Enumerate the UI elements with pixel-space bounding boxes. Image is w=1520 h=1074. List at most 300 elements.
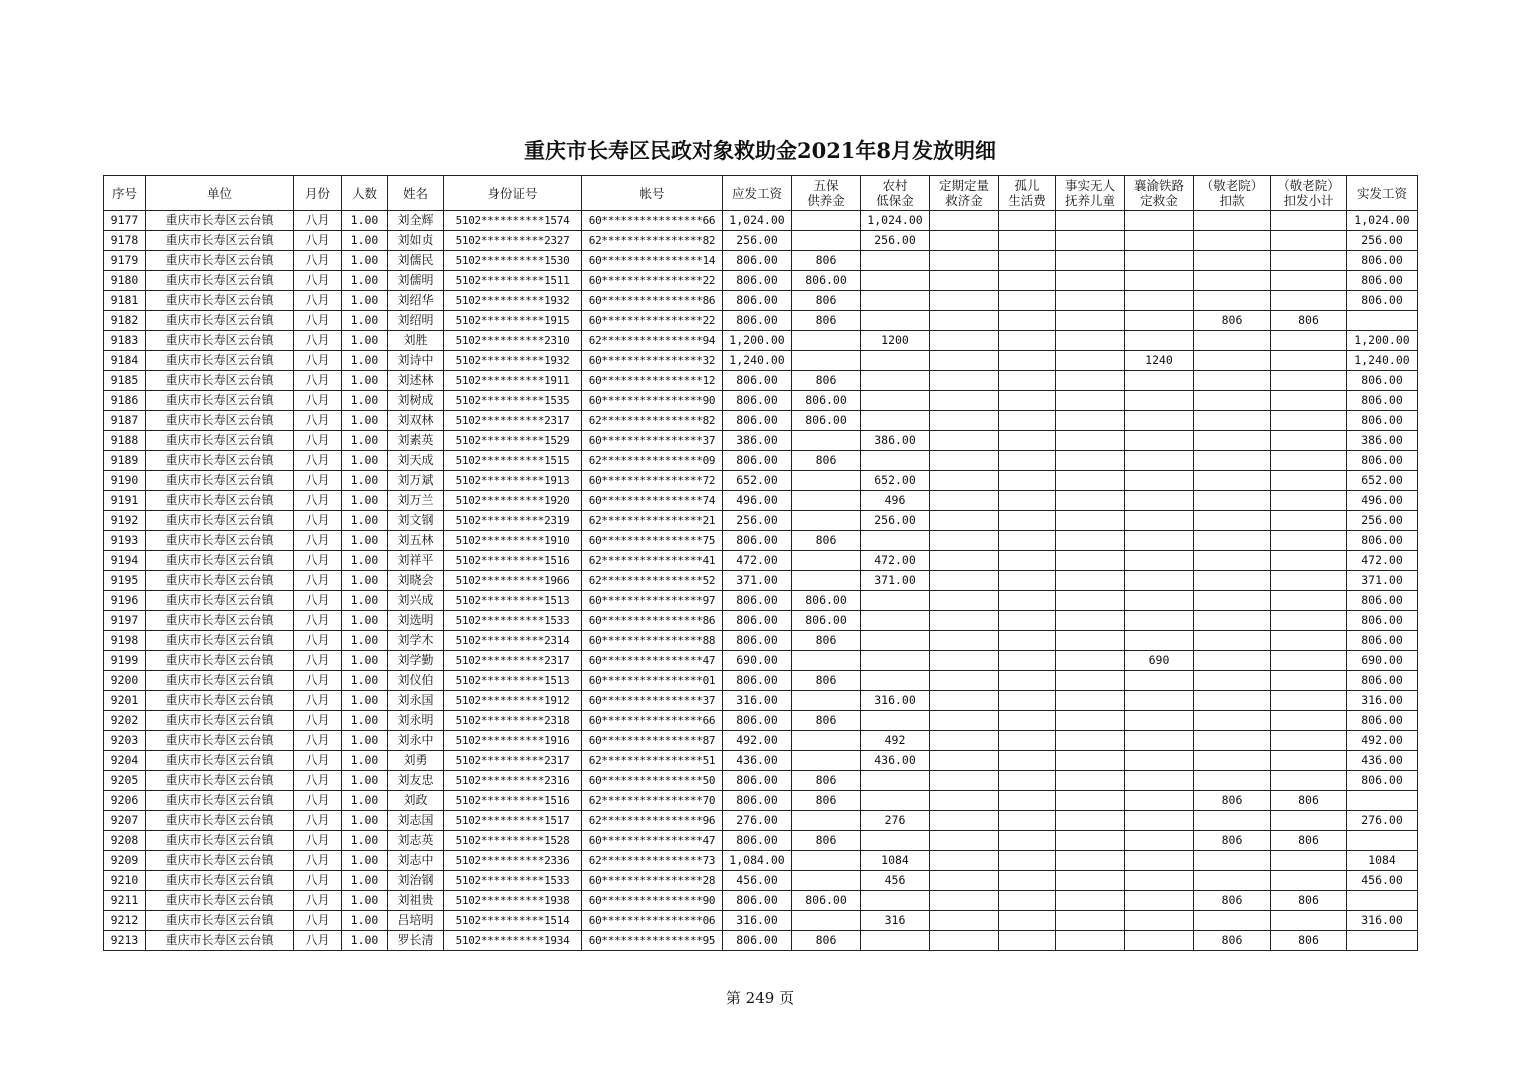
table-cell bbox=[1194, 591, 1271, 611]
table-cell bbox=[1125, 571, 1194, 591]
table-cell bbox=[999, 691, 1056, 711]
table-cell: 9191 bbox=[104, 491, 146, 511]
table-row bbox=[104, 891, 1418, 911]
table-cell: 1.00 bbox=[342, 671, 388, 691]
table-cell bbox=[1194, 871, 1271, 891]
table-cell: 60****************74 bbox=[582, 491, 723, 511]
table-cell: 386.00 bbox=[861, 431, 930, 451]
table-cell: 9194 bbox=[104, 551, 146, 571]
table-cell: 重庆市长寿区云台镇 bbox=[146, 711, 294, 731]
table-cell: 806 bbox=[792, 631, 861, 651]
table-cell: 806 bbox=[792, 451, 861, 471]
table-row bbox=[104, 931, 1418, 951]
table-cell bbox=[999, 531, 1056, 551]
table-cell: 八月 bbox=[294, 771, 342, 791]
table-cell bbox=[930, 271, 999, 291]
table-cell: 1.00 bbox=[342, 531, 388, 551]
table-cell: 八月 bbox=[294, 491, 342, 511]
table-cell: 1,024.00 bbox=[723, 211, 792, 231]
table-cell: 1,200.00 bbox=[1347, 331, 1418, 351]
table-cell bbox=[792, 731, 861, 751]
table-cell: 5102**********1516 bbox=[444, 791, 582, 811]
table-cell: 9202 bbox=[104, 711, 146, 731]
table-cell: 9205 bbox=[104, 771, 146, 791]
table-cell: 重庆市长寿区云台镇 bbox=[146, 631, 294, 651]
table-cell: 652.00 bbox=[1347, 471, 1418, 491]
table-cell bbox=[1271, 711, 1347, 731]
table-cell: 5102**********1920 bbox=[444, 491, 582, 511]
table-cell bbox=[1125, 851, 1194, 871]
table-row bbox=[104, 331, 1418, 351]
table-cell bbox=[930, 531, 999, 551]
table-cell bbox=[999, 351, 1056, 371]
table-row bbox=[104, 431, 1418, 451]
relief-payment-table bbox=[103, 175, 1418, 951]
table-cell bbox=[930, 851, 999, 871]
table-cell: 806.00 bbox=[723, 291, 792, 311]
column-header: （敬老院） 扣款 bbox=[1194, 176, 1271, 211]
table-cell: 1.00 bbox=[342, 731, 388, 751]
table-cell: 316.00 bbox=[1347, 911, 1418, 931]
table-cell: 刘树成 bbox=[388, 391, 444, 411]
table-cell: 八月 bbox=[294, 891, 342, 911]
table-cell bbox=[999, 251, 1056, 271]
table-cell bbox=[1194, 231, 1271, 251]
table-row bbox=[104, 211, 1418, 231]
table-cell: 806.00 bbox=[1347, 671, 1418, 691]
table-cell bbox=[999, 591, 1056, 611]
table-cell: 1.00 bbox=[342, 751, 388, 771]
table-cell: 60****************86 bbox=[582, 611, 723, 631]
table-cell: 496.00 bbox=[1347, 491, 1418, 511]
table-row bbox=[104, 351, 1418, 371]
table-cell bbox=[861, 291, 930, 311]
table-cell: 刘志国 bbox=[388, 811, 444, 831]
table-cell bbox=[930, 831, 999, 851]
table-cell bbox=[1271, 851, 1347, 871]
table-cell: 1.00 bbox=[342, 631, 388, 651]
table-cell: 重庆市长寿区云台镇 bbox=[146, 911, 294, 931]
table-cell bbox=[999, 731, 1056, 751]
table-cell bbox=[1125, 831, 1194, 851]
table-cell bbox=[1271, 391, 1347, 411]
table-cell bbox=[792, 851, 861, 871]
table-cell bbox=[1271, 371, 1347, 391]
table-cell bbox=[1271, 491, 1347, 511]
table-cell: 9179 bbox=[104, 251, 146, 271]
table-cell bbox=[930, 691, 999, 711]
table-cell: 5102**********1913 bbox=[444, 471, 582, 491]
table-cell bbox=[999, 631, 1056, 651]
table-cell bbox=[1056, 631, 1125, 651]
table-cell: 9197 bbox=[104, 611, 146, 631]
table-row bbox=[104, 691, 1418, 711]
table-cell bbox=[999, 791, 1056, 811]
table-cell: 256.00 bbox=[1347, 231, 1418, 251]
table-cell bbox=[1056, 491, 1125, 511]
table-cell: 806.00 bbox=[723, 711, 792, 731]
table-cell: 472.00 bbox=[1347, 551, 1418, 571]
table-cell bbox=[999, 411, 1056, 431]
table-cell bbox=[1271, 811, 1347, 831]
table-cell: 62****************52 bbox=[582, 571, 723, 591]
table-cell bbox=[930, 751, 999, 771]
table-cell bbox=[1271, 591, 1347, 611]
table-cell bbox=[1056, 691, 1125, 711]
table-cell: 436.00 bbox=[861, 751, 930, 771]
table-cell: 1.00 bbox=[342, 651, 388, 671]
table-cell: 刘绍明 bbox=[388, 311, 444, 331]
table-cell bbox=[792, 511, 861, 531]
table-cell: 重庆市长寿区云台镇 bbox=[146, 211, 294, 231]
table-cell bbox=[999, 711, 1056, 731]
table-cell: 1.00 bbox=[342, 351, 388, 371]
table-cell bbox=[930, 651, 999, 671]
table-cell bbox=[1271, 651, 1347, 671]
column-header: 孤儿 生活费 bbox=[999, 176, 1056, 211]
table-cell: 9207 bbox=[104, 811, 146, 831]
table-cell bbox=[1056, 851, 1125, 871]
table-cell: 806.00 bbox=[792, 391, 861, 411]
table-cell bbox=[999, 391, 1056, 411]
table-cell bbox=[1056, 671, 1125, 691]
table-cell bbox=[999, 371, 1056, 391]
table-cell: 刘志英 bbox=[388, 831, 444, 851]
table-cell: 9200 bbox=[104, 671, 146, 691]
table-cell bbox=[792, 911, 861, 931]
table-row bbox=[104, 451, 1418, 471]
table-cell: 八月 bbox=[294, 511, 342, 531]
table-cell: 1,024.00 bbox=[861, 211, 930, 231]
table-cell: 重庆市长寿区云台镇 bbox=[146, 811, 294, 831]
table-cell: 5102**********1529 bbox=[444, 431, 582, 451]
table-cell bbox=[1271, 471, 1347, 491]
table-cell: 5102**********1528 bbox=[444, 831, 582, 851]
table-cell: 9183 bbox=[104, 331, 146, 351]
table-cell bbox=[999, 431, 1056, 451]
table-cell: 重庆市长寿区云台镇 bbox=[146, 511, 294, 531]
table-cell bbox=[930, 331, 999, 351]
table-cell: 八月 bbox=[294, 551, 342, 571]
table-cell bbox=[1125, 911, 1194, 931]
table-cell bbox=[1125, 471, 1194, 491]
table-cell bbox=[1056, 291, 1125, 311]
table-cell bbox=[1125, 271, 1194, 291]
table-cell: 重庆市长寿区云台镇 bbox=[146, 291, 294, 311]
table-cell bbox=[930, 431, 999, 451]
table-cell bbox=[1056, 231, 1125, 251]
table-cell bbox=[1056, 351, 1125, 371]
table-cell: 806 bbox=[792, 791, 861, 811]
table-cell: 62****************09 bbox=[582, 451, 723, 471]
table-cell: 重庆市长寿区云台镇 bbox=[146, 431, 294, 451]
table-row bbox=[104, 411, 1418, 431]
table-cell: 5102**********1535 bbox=[444, 391, 582, 411]
table-cell: 刘永明 bbox=[388, 711, 444, 731]
table-cell bbox=[930, 491, 999, 511]
table-cell: 重庆市长寿区云台镇 bbox=[146, 931, 294, 951]
table-cell bbox=[1056, 271, 1125, 291]
table-cell bbox=[1271, 911, 1347, 931]
table-cell: 9188 bbox=[104, 431, 146, 451]
table-cell: 重庆市长寿区云台镇 bbox=[146, 791, 294, 811]
table-cell bbox=[1125, 931, 1194, 951]
table-cell: 9178 bbox=[104, 231, 146, 251]
table-cell: 刘晓会 bbox=[388, 571, 444, 591]
table-cell bbox=[861, 931, 930, 951]
table-cell: 62****************41 bbox=[582, 551, 723, 571]
table-row bbox=[104, 471, 1418, 491]
table-cell bbox=[792, 751, 861, 771]
table-cell: 456 bbox=[861, 871, 930, 891]
table-cell: 806.00 bbox=[1347, 631, 1418, 651]
table-cell: 重庆市长寿区云台镇 bbox=[146, 831, 294, 851]
table-cell: 806 bbox=[1271, 931, 1347, 951]
table-cell: 1.00 bbox=[342, 871, 388, 891]
table-cell: 重庆市长寿区云台镇 bbox=[146, 751, 294, 771]
table-row bbox=[104, 791, 1418, 811]
table-cell bbox=[1125, 711, 1194, 731]
table-cell: 9193 bbox=[104, 531, 146, 551]
table-cell bbox=[1125, 611, 1194, 631]
table-cell bbox=[1347, 311, 1418, 331]
table-cell: 1.00 bbox=[342, 711, 388, 731]
table-cell: 9190 bbox=[104, 471, 146, 491]
table-cell bbox=[1194, 811, 1271, 831]
table-cell bbox=[861, 251, 930, 271]
table-cell: 5102**********1932 bbox=[444, 351, 582, 371]
table-row bbox=[104, 491, 1418, 511]
table-cell bbox=[1125, 791, 1194, 811]
table-cell: 371.00 bbox=[723, 571, 792, 591]
table-cell bbox=[930, 471, 999, 491]
table-cell: 重庆市长寿区云台镇 bbox=[146, 571, 294, 591]
table-cell: 690 bbox=[1125, 651, 1194, 671]
table-cell: 806.00 bbox=[792, 611, 861, 631]
table-cell: 806 bbox=[1194, 891, 1271, 911]
table-cell: 5102**********2327 bbox=[444, 231, 582, 251]
table-cell bbox=[1194, 711, 1271, 731]
table-cell: 1.00 bbox=[342, 551, 388, 571]
table-cell: 60****************72 bbox=[582, 471, 723, 491]
table-cell: 806.00 bbox=[1347, 771, 1418, 791]
table-cell: 456.00 bbox=[723, 871, 792, 891]
table-cell: 60****************50 bbox=[582, 771, 723, 791]
table-cell: 1240 bbox=[1125, 351, 1194, 371]
column-header: （敬老院） 扣发小计 bbox=[1271, 176, 1347, 211]
table-cell bbox=[1347, 831, 1418, 851]
table-cell: 60****************47 bbox=[582, 651, 723, 671]
table-cell: 60****************47 bbox=[582, 831, 723, 851]
table-cell: 重庆市长寿区云台镇 bbox=[146, 731, 294, 751]
table-cell: 436.00 bbox=[1347, 751, 1418, 771]
table-cell: 1.00 bbox=[342, 611, 388, 631]
table-cell bbox=[1194, 671, 1271, 691]
table-cell: 60****************37 bbox=[582, 431, 723, 451]
table-cell: 472.00 bbox=[861, 551, 930, 571]
table-cell bbox=[999, 271, 1056, 291]
table-cell bbox=[999, 231, 1056, 251]
table-cell: 9181 bbox=[104, 291, 146, 311]
table-cell bbox=[1194, 371, 1271, 391]
table-cell: 5102**********2316 bbox=[444, 771, 582, 791]
table-cell bbox=[1271, 411, 1347, 431]
table-cell: 1.00 bbox=[342, 311, 388, 331]
table-cell bbox=[1271, 351, 1347, 371]
table-cell: 5102**********2310 bbox=[444, 331, 582, 351]
table-cell: 刘祥平 bbox=[388, 551, 444, 571]
table-row bbox=[104, 391, 1418, 411]
table-cell: 62****************21 bbox=[582, 511, 723, 531]
table-cell: 62****************82 bbox=[582, 231, 723, 251]
table-cell: 八月 bbox=[294, 371, 342, 391]
table-cell: 62****************70 bbox=[582, 791, 723, 811]
table-cell bbox=[999, 911, 1056, 931]
table-cell: 八月 bbox=[294, 851, 342, 871]
table-cell bbox=[930, 591, 999, 611]
table-cell: 八月 bbox=[294, 311, 342, 331]
table-cell: 806.00 bbox=[723, 371, 792, 391]
table-cell: 刘志中 bbox=[388, 851, 444, 871]
table-cell: 1.00 bbox=[342, 511, 388, 531]
table-cell bbox=[861, 591, 930, 611]
table-cell: 八月 bbox=[294, 651, 342, 671]
table-cell: 八月 bbox=[294, 351, 342, 371]
table-cell bbox=[1271, 511, 1347, 531]
table-cell: 9211 bbox=[104, 891, 146, 911]
table-cell: 5102**********1912 bbox=[444, 691, 582, 711]
table-row bbox=[104, 591, 1418, 611]
table-cell bbox=[1056, 911, 1125, 931]
column-header: 序号 bbox=[104, 176, 146, 211]
table-row bbox=[104, 671, 1418, 691]
table-cell: 9209 bbox=[104, 851, 146, 871]
table-cell bbox=[1125, 591, 1194, 611]
table-cell: 1.00 bbox=[342, 891, 388, 911]
table-cell: 重庆市长寿区云台镇 bbox=[146, 391, 294, 411]
table-cell bbox=[1271, 691, 1347, 711]
table-cell: 八月 bbox=[294, 331, 342, 351]
table-cell: 60****************12 bbox=[582, 371, 723, 391]
table-cell: 806.00 bbox=[792, 271, 861, 291]
table-cell: 八月 bbox=[294, 291, 342, 311]
table-cell bbox=[999, 471, 1056, 491]
table-cell: 806 bbox=[1194, 791, 1271, 811]
table-cell bbox=[1056, 891, 1125, 911]
table-cell bbox=[861, 651, 930, 671]
table-cell: 刘儒明 bbox=[388, 271, 444, 291]
table-cell bbox=[1125, 771, 1194, 791]
table-cell: 刘全辉 bbox=[388, 211, 444, 231]
table-cell: 806.00 bbox=[723, 791, 792, 811]
table-cell: 1.00 bbox=[342, 231, 388, 251]
table-cell: 9201 bbox=[104, 691, 146, 711]
table-cell: 60****************97 bbox=[582, 591, 723, 611]
table-cell bbox=[1194, 631, 1271, 651]
table-cell: 1.00 bbox=[342, 791, 388, 811]
table-cell: 806 bbox=[792, 831, 861, 851]
table-cell bbox=[999, 511, 1056, 531]
table-cell: 5102**********2319 bbox=[444, 511, 582, 531]
table-cell bbox=[1271, 451, 1347, 471]
table-cell: 1,240.00 bbox=[1347, 351, 1418, 371]
table-cell bbox=[1125, 391, 1194, 411]
table-cell: 八月 bbox=[294, 611, 342, 631]
table-cell: 刘政 bbox=[388, 791, 444, 811]
table-cell: 刘祖贵 bbox=[388, 891, 444, 911]
table-cell: 5102**********1916 bbox=[444, 731, 582, 751]
table-cell: 刘学木 bbox=[388, 631, 444, 651]
table-cell: 1,024.00 bbox=[1347, 211, 1418, 231]
table-row bbox=[104, 731, 1418, 751]
table-row bbox=[104, 271, 1418, 291]
table-cell bbox=[1347, 931, 1418, 951]
table-cell bbox=[1194, 251, 1271, 271]
table-cell: 重庆市长寿区云台镇 bbox=[146, 591, 294, 611]
table-cell: 386.00 bbox=[1347, 431, 1418, 451]
table-cell: 1.00 bbox=[342, 491, 388, 511]
table-cell: 9195 bbox=[104, 571, 146, 591]
table-cell: 806.00 bbox=[1347, 271, 1418, 291]
table-cell: 9180 bbox=[104, 271, 146, 291]
table-cell: 八月 bbox=[294, 231, 342, 251]
table-cell bbox=[1271, 611, 1347, 631]
table-cell: 62****************94 bbox=[582, 331, 723, 351]
table-cell bbox=[1125, 331, 1194, 351]
table-cell: 1.00 bbox=[342, 411, 388, 431]
table-cell bbox=[792, 811, 861, 831]
table-cell: 1.00 bbox=[342, 831, 388, 851]
table-cell: 1.00 bbox=[342, 931, 388, 951]
table-cell: 重庆市长寿区云台镇 bbox=[146, 231, 294, 251]
table-cell: 806.00 bbox=[1347, 451, 1418, 471]
table-cell: 9177 bbox=[104, 211, 146, 231]
table-cell: 八月 bbox=[294, 391, 342, 411]
table-cell: 5102**********1911 bbox=[444, 371, 582, 391]
table-cell: 刘勇 bbox=[388, 751, 444, 771]
table-cell: 276.00 bbox=[1347, 811, 1418, 831]
table-cell bbox=[861, 451, 930, 471]
table-cell: 刘诗中 bbox=[388, 351, 444, 371]
table-cell: 806 bbox=[792, 771, 861, 791]
table-cell bbox=[1194, 531, 1271, 551]
table-cell: 60****************90 bbox=[582, 891, 723, 911]
table-cell: 5102**********1533 bbox=[444, 611, 582, 631]
table-cell bbox=[930, 411, 999, 431]
table-cell: 806 bbox=[1271, 891, 1347, 911]
table-cell: 重庆市长寿区云台镇 bbox=[146, 551, 294, 571]
table-cell: 256.00 bbox=[861, 511, 930, 531]
table-cell bbox=[1271, 751, 1347, 771]
table-cell: 60****************88 bbox=[582, 631, 723, 651]
table-cell: 八月 bbox=[294, 751, 342, 771]
table-cell: 806.00 bbox=[1347, 391, 1418, 411]
table-cell bbox=[1056, 531, 1125, 551]
table-cell: 八月 bbox=[294, 871, 342, 891]
table-cell bbox=[1194, 491, 1271, 511]
table-cell: 1.00 bbox=[342, 391, 388, 411]
table-cell bbox=[1056, 411, 1125, 431]
table-cell: 492.00 bbox=[1347, 731, 1418, 751]
table-cell: 重庆市长寿区云台镇 bbox=[146, 611, 294, 631]
table-cell bbox=[1056, 251, 1125, 271]
table-cell bbox=[1194, 911, 1271, 931]
table-cell: 八月 bbox=[294, 531, 342, 551]
table-cell bbox=[1194, 291, 1271, 311]
table-cell: 806 bbox=[1271, 311, 1347, 331]
table-cell: 9192 bbox=[104, 511, 146, 531]
table-cell: 重庆市长寿区云台镇 bbox=[146, 491, 294, 511]
